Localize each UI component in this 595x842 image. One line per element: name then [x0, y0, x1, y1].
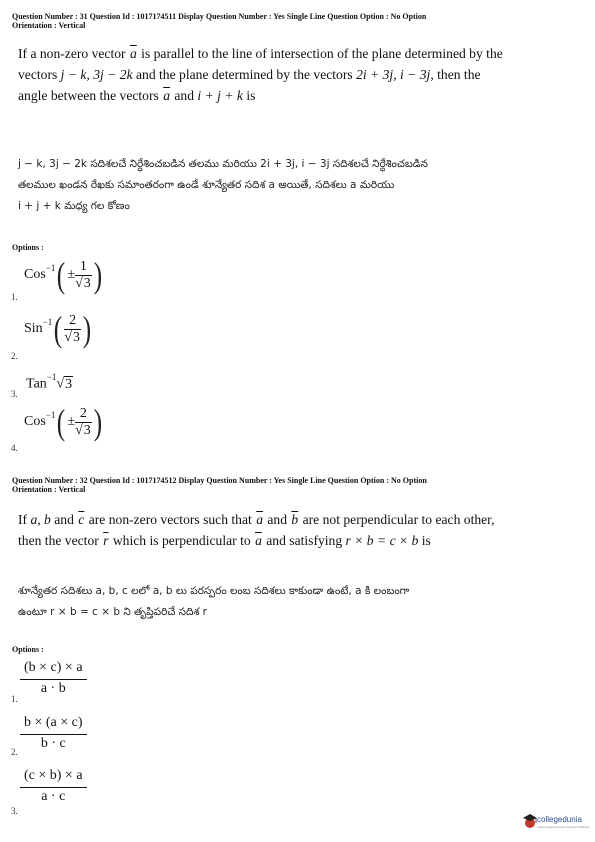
q32-option-2-number: 2.: [11, 747, 18, 757]
q31-opt1-fraction: $\frac{1}{√3}$: [75, 258, 91, 291]
q32-te-line-2: ఉంటూ r × b = c × b ని తృప్తిపరిచే సదిశ r: [18, 606, 207, 618]
question-32-english-text: [18, 509, 584, 551]
question-32-meta: Question Number : 32 Question Id : 1017174512 Display Question Number : Yes Single Line Question Option : No Option: [12, 476, 427, 485]
q31-opt2-fraction: $\frac{2}{√3}$: [64, 312, 80, 345]
logo-brand-text: collegedunia: [537, 815, 582, 824]
q31-te-line-1: j − k, 3j − 2k సదిశలచే నిర్ధేశించబడిన తలము మరియు 2i + 3j, i − 3j సదిశలచే నిర్ధేశించబడిన: [18, 158, 428, 170]
q32-option-1-number: 1.: [11, 694, 18, 704]
q32-options-label: Options :: [12, 645, 44, 654]
q31-option-4[interactable]: Cos$^{-1}$( ± $\frac{2}{√3}$ ): [24, 402, 102, 442]
q31-en-line-2: vectors j − k, 3j − 2k and the plane determined by the vectors 2i + 3j, i − 3j, then the: [18, 67, 481, 82]
q31-option-2[interactable]: Sin$^{-1}$( $\frac{2}{√3}$ ): [24, 309, 92, 349]
q31-option-3-number: 3.: [11, 389, 18, 399]
question-31-header: [12, 12, 426, 30]
q32-option-3-number: 3.: [11, 806, 18, 816]
question-32-orientation: Orientation : Vertical: [12, 485, 86, 494]
graduate-cap-icon: [522, 812, 538, 830]
question-31-telugu-text: [18, 154, 584, 217]
collegedunia-logo: [520, 808, 594, 836]
question-31-english-text: [18, 43, 584, 106]
q31-te-line-2: తలముల ఖండన రేఖకు సమాంతరంగా ఉండే శూన్యేతర సదిశ a అయితే, సదిశలు a మరియు: [18, 179, 395, 191]
question-32-header: [12, 476, 427, 494]
q31-option-2-number: 2.: [11, 351, 18, 361]
logo-tagline: India's largest Student Review Platform: [537, 825, 590, 829]
q31-option-4-number: 4.: [11, 443, 18, 453]
q32-en-line-1: If a, b and $\overline{c}$ are non-zero vectors such that $\overline{a}$ and $\overline{b}$ are not perpendicular to each other,: [18, 512, 495, 527]
q31-opt4-fraction: $\frac{2}{√3}$: [75, 405, 91, 438]
q32-option-2[interactable]: $\frac{b \times (a \times c)}{b \cdot c}$: [20, 713, 87, 752]
q31-option-1-number: 1.: [11, 292, 18, 302]
q31-options-label: Options :: [12, 243, 44, 252]
q31-te-line-3: i + j + k మధ్య గల కోణం: [18, 200, 130, 212]
q32-te-line-1: శూన్యేతర సదిశలు a, b, c లలో a, b లు పరస్పరం లంబ సదిశలు కాకుండా ఉంటే, a కి లంబంగా: [18, 585, 410, 597]
q31-option-1[interactable]: Cos$^{-1}$( ± $\frac{1}{√3}$ ): [24, 255, 102, 295]
q32-option-3[interactable]: $\frac{(c \times b) \times a}{a \cdot c}$: [20, 766, 87, 805]
question-31-meta: Question Number : 31 Question Id : 1017174511 Display Question Number : Yes Single Line Question Option : No Option: [12, 12, 427, 21]
q31-en-line-1: If a non-zero vector $\overline{a}$ is parallel to the line of intersection of the plane determined by the: [18, 46, 503, 61]
q31-option-3[interactable]: Tan$^{-1}$√3: [26, 372, 73, 392]
q31-en-line-3: angle between the vectors $\overline{a}$ and i + j + k is: [18, 88, 256, 103]
question-32-telugu-text: [18, 581, 584, 623]
q32-option-1[interactable]: $\frac{(b \times c) \times a}{a \cdot b}$: [20, 658, 87, 697]
q32-en-line-2: then the vector $\overline{r}$ which is perpendicular to $\overline{a}$ and satisfying r × b = c × b is: [18, 533, 431, 548]
question-31-orientation: Orientation : Vertical: [12, 21, 86, 30]
